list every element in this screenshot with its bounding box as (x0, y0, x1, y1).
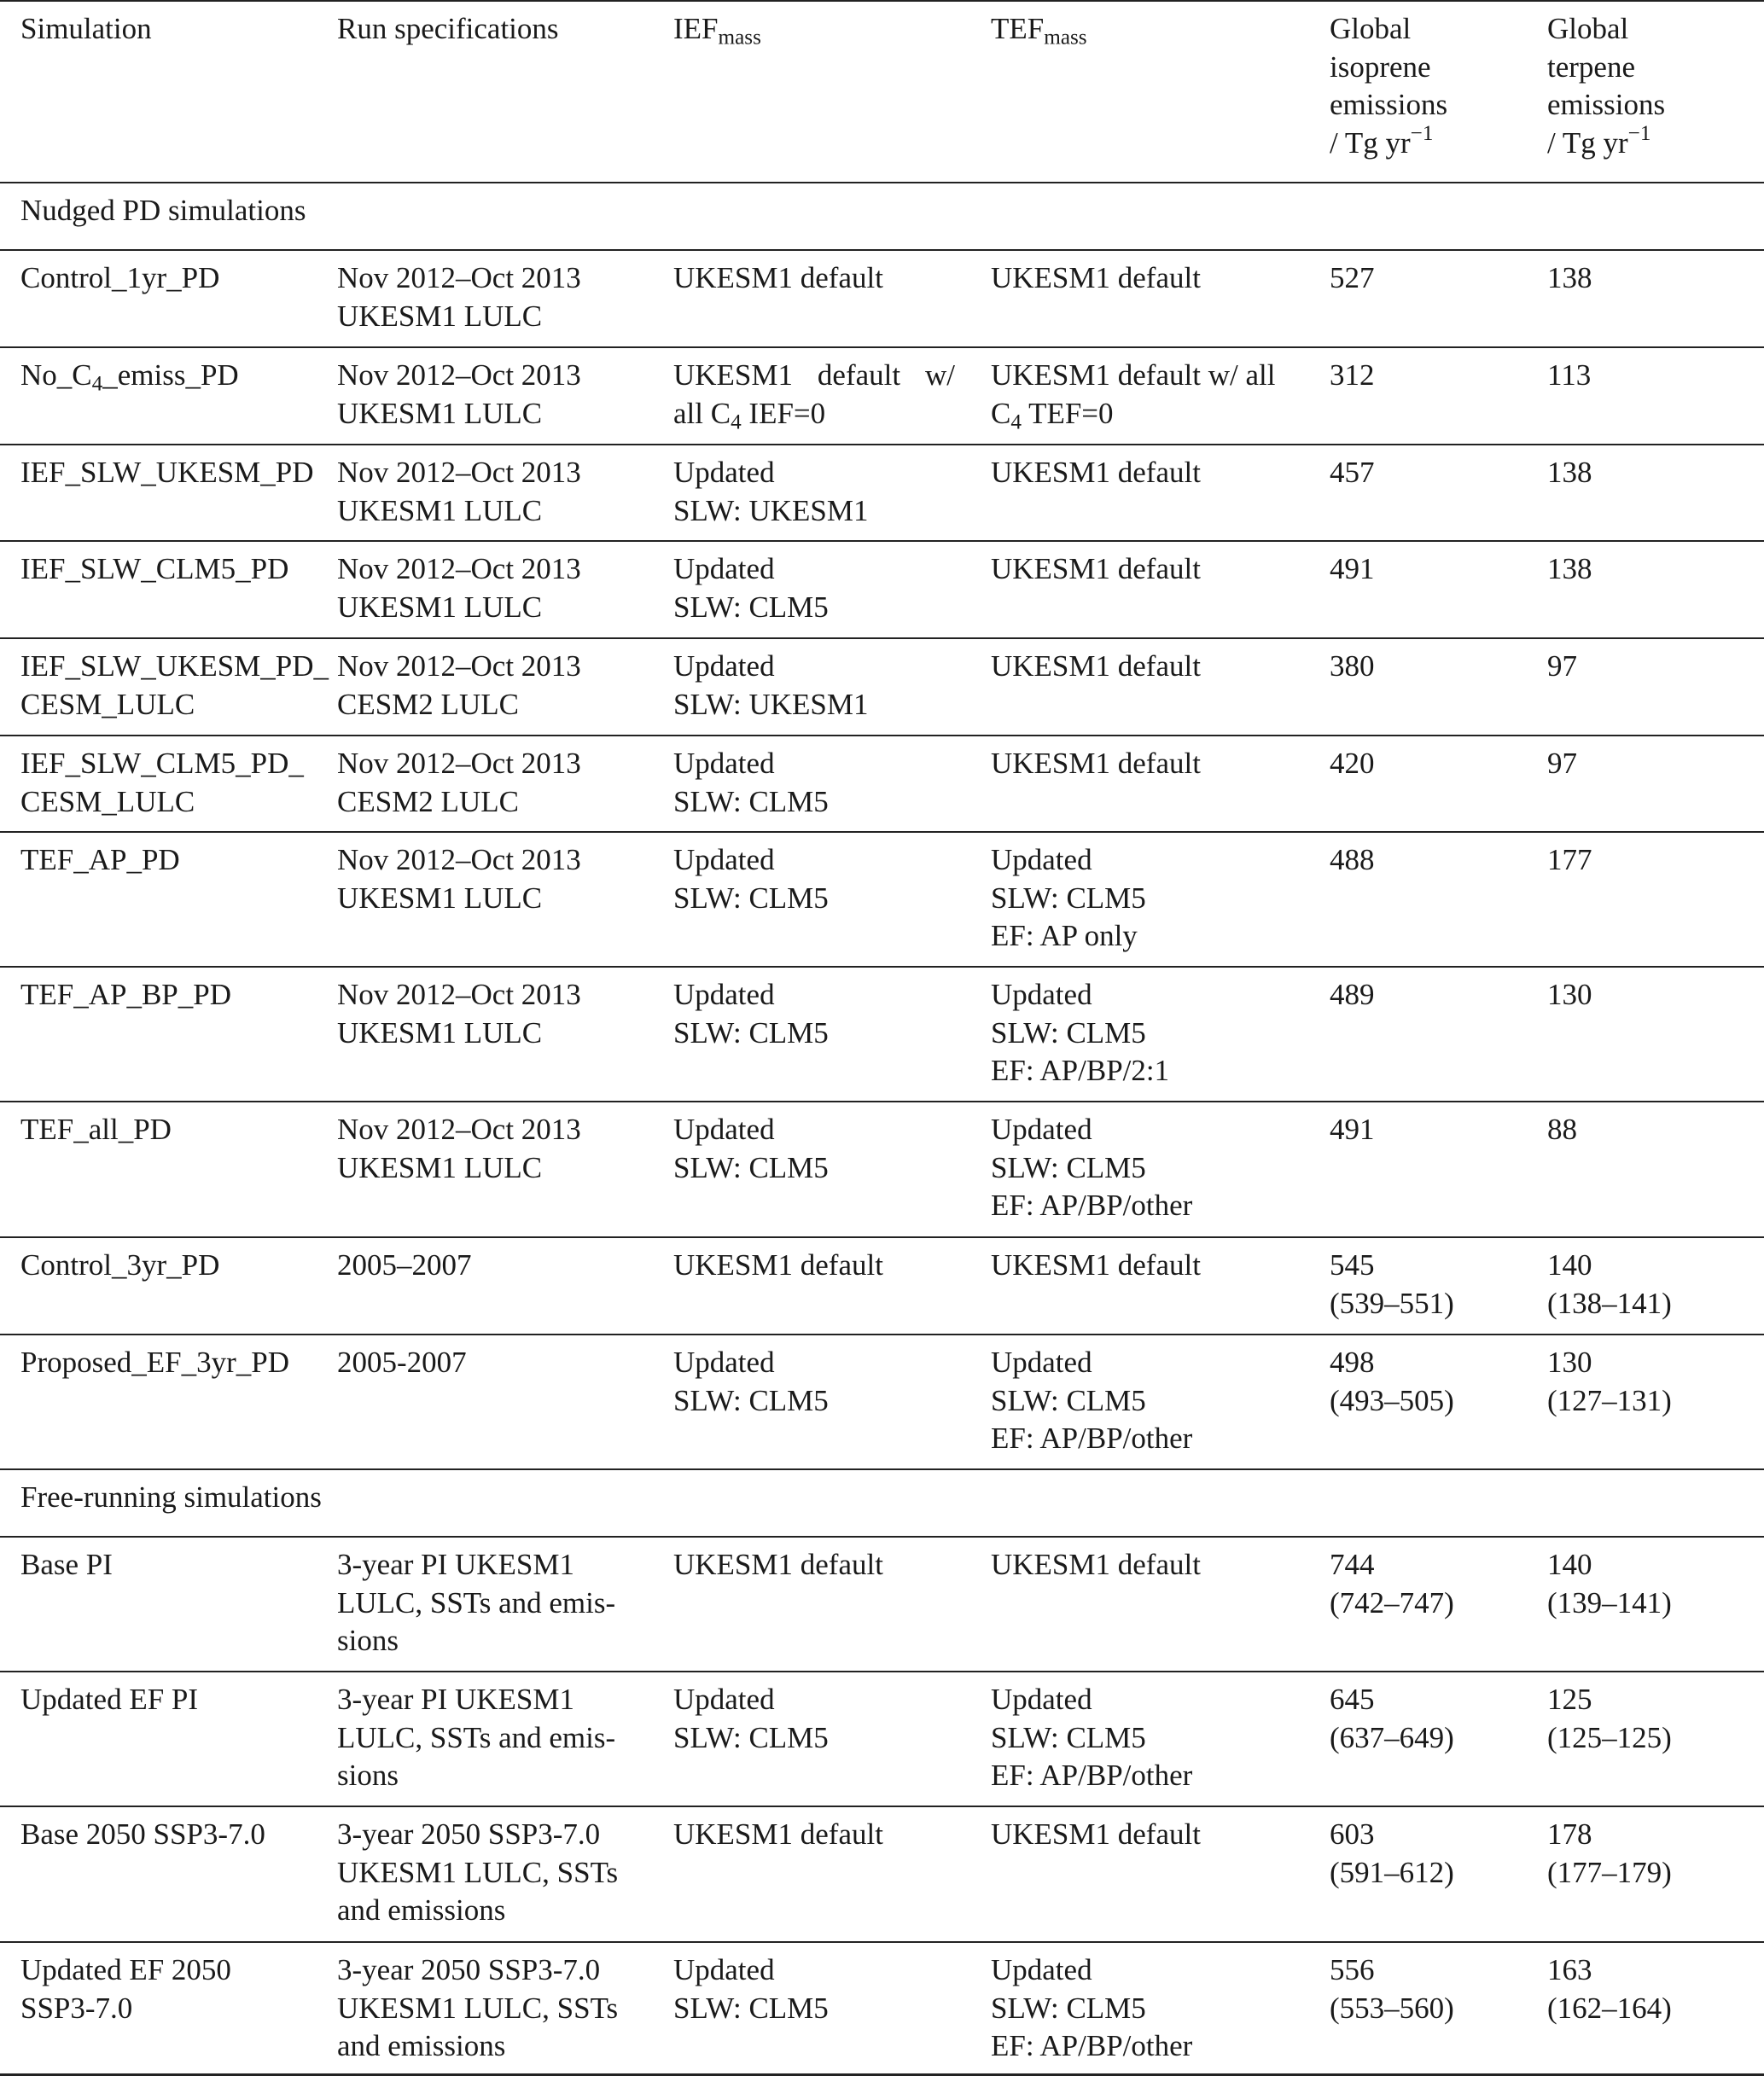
table-row: Base PI 3-year PI UKESM1 LULC, SSTs and emis- sions UKESM1 default UKESM1 default 744 (742–747) 140 (139–141) (0, 1537, 1764, 1672)
header-global-terpene: Global terpene emissions / Tg $yr^{-1}$ (1547, 1, 1764, 183)
table-row: Base 2050 SSP3-7.0 3-year 2050 SSP3-7.0 UKESM1 LULC, SSTs and emissions UKESM1 default UKESM1 default 603 (591–612) 178 (177–179) (0, 1806, 1764, 1942)
header-ief-mass: $IEF_{mass}$ (673, 1, 991, 183)
header-run-specifications: Run specifications (337, 1, 673, 183)
table-row: TEF_AP_PD Nov 2012–Oct 2013 UKESM1 LULC Updated SLW: CLM5 Updated SLW: CLM5 EF: AP only 488 177 (0, 832, 1764, 967)
table-row: IEF_SLW_UKESM_PD Nov 2012–Oct 2013 UKESM1 LULC Updated SLW: UKESM1 UKESM1 default 457 138 (0, 445, 1764, 541)
table-row: IEF_SLW_UKESM_PD_ CESM_LULC Nov 2012–Oct 2013 CESM2 LULC Updated SLW: UKESM1 UKESM1 default 380 97 (0, 638, 1764, 736)
table-header-row (0, 1, 1764, 183)
header-tef-mass: $TEF_{mass}$ (991, 1, 1330, 183)
table-row: Updated EF 2050 SSP3-7.0 3-year 2050 SSP3-7.0 UKESM1 LULC, SSTs and emissions Updated SLW: CLM5 Updated SLW: CLM5 EF: AP/BP/other 556 (553–560) 163 (162–164) (0, 1942, 1764, 2074)
table-row: IEF_SLW_CLM5_PD Nov 2012–Oct 2013 UKESM1 LULC Updated SLW: CLM5 UKESM1 default 491 138 (0, 541, 1764, 638)
section-row-nudged (0, 183, 1764, 250)
table-row: IEF_SLW_CLM5_PD_ CESM_LULC Nov 2012–Oct 2013 CESM2 LULC Updated SLW: CLM5 UKESM1 default 420 97 (0, 736, 1764, 832)
table-row: Control_3yr_PD 2005–2007 UKESM1 default UKESM1 default 545 (539–551) 140 (138–141) (0, 1237, 1764, 1335)
section-title-nudged: Nudged PD simulations (0, 183, 1764, 250)
section-row-free-running (0, 1469, 1764, 1537)
table-row: $No\_C_4\_emiss\_PD$ Nov 2012–Oct 2013 UKESM1 LULC UKESM1 default w/ all $C_4$ IEF=0 UKESM1 default w/ all $C_4$ TEF=0 312 113 (0, 347, 1764, 445)
table-row: Proposed_EF_3yr_PD 2005-2007 Updated SLW: CLM5 Updated SLW: CLM5 EF: AP/BP/other 498 (493–505) 130 (127–131) (0, 1335, 1764, 1469)
table-row: TEF_all_PD Nov 2012–Oct 2013 UKESM1 LULC Updated SLW: CLM5 Updated SLW: CLM5 EF: AP/BP/other 491 88 (0, 1102, 1764, 1237)
header-simulation: Simulation (0, 1, 337, 183)
section-title-free-running: Free-running simulations (0, 1469, 1764, 1537)
table-row: Updated EF PI 3-year PI UKESM1 LULC, SSTs and emis- sions Updated SLW: CLM5 Updated SLW: CLM5 EF: AP/BP/other 645 (637–649) 125 (125–125) (0, 1672, 1764, 1806)
table-row: TEF_AP_BP_PD Nov 2012–Oct 2013 UKESM1 LULC Updated SLW: CLM5 Updated SLW: CLM5 EF: AP/BP/2:1 489 130 (0, 967, 1764, 1102)
header-global-isoprene: Global isoprene emissions / Tg $yr^{-1}$ (1330, 1, 1547, 183)
table-row: Control_1yr_PD Nov 2012–Oct 2013 UKESM1 LULC UKESM1 default UKESM1 default 527 138 (0, 250, 1764, 347)
